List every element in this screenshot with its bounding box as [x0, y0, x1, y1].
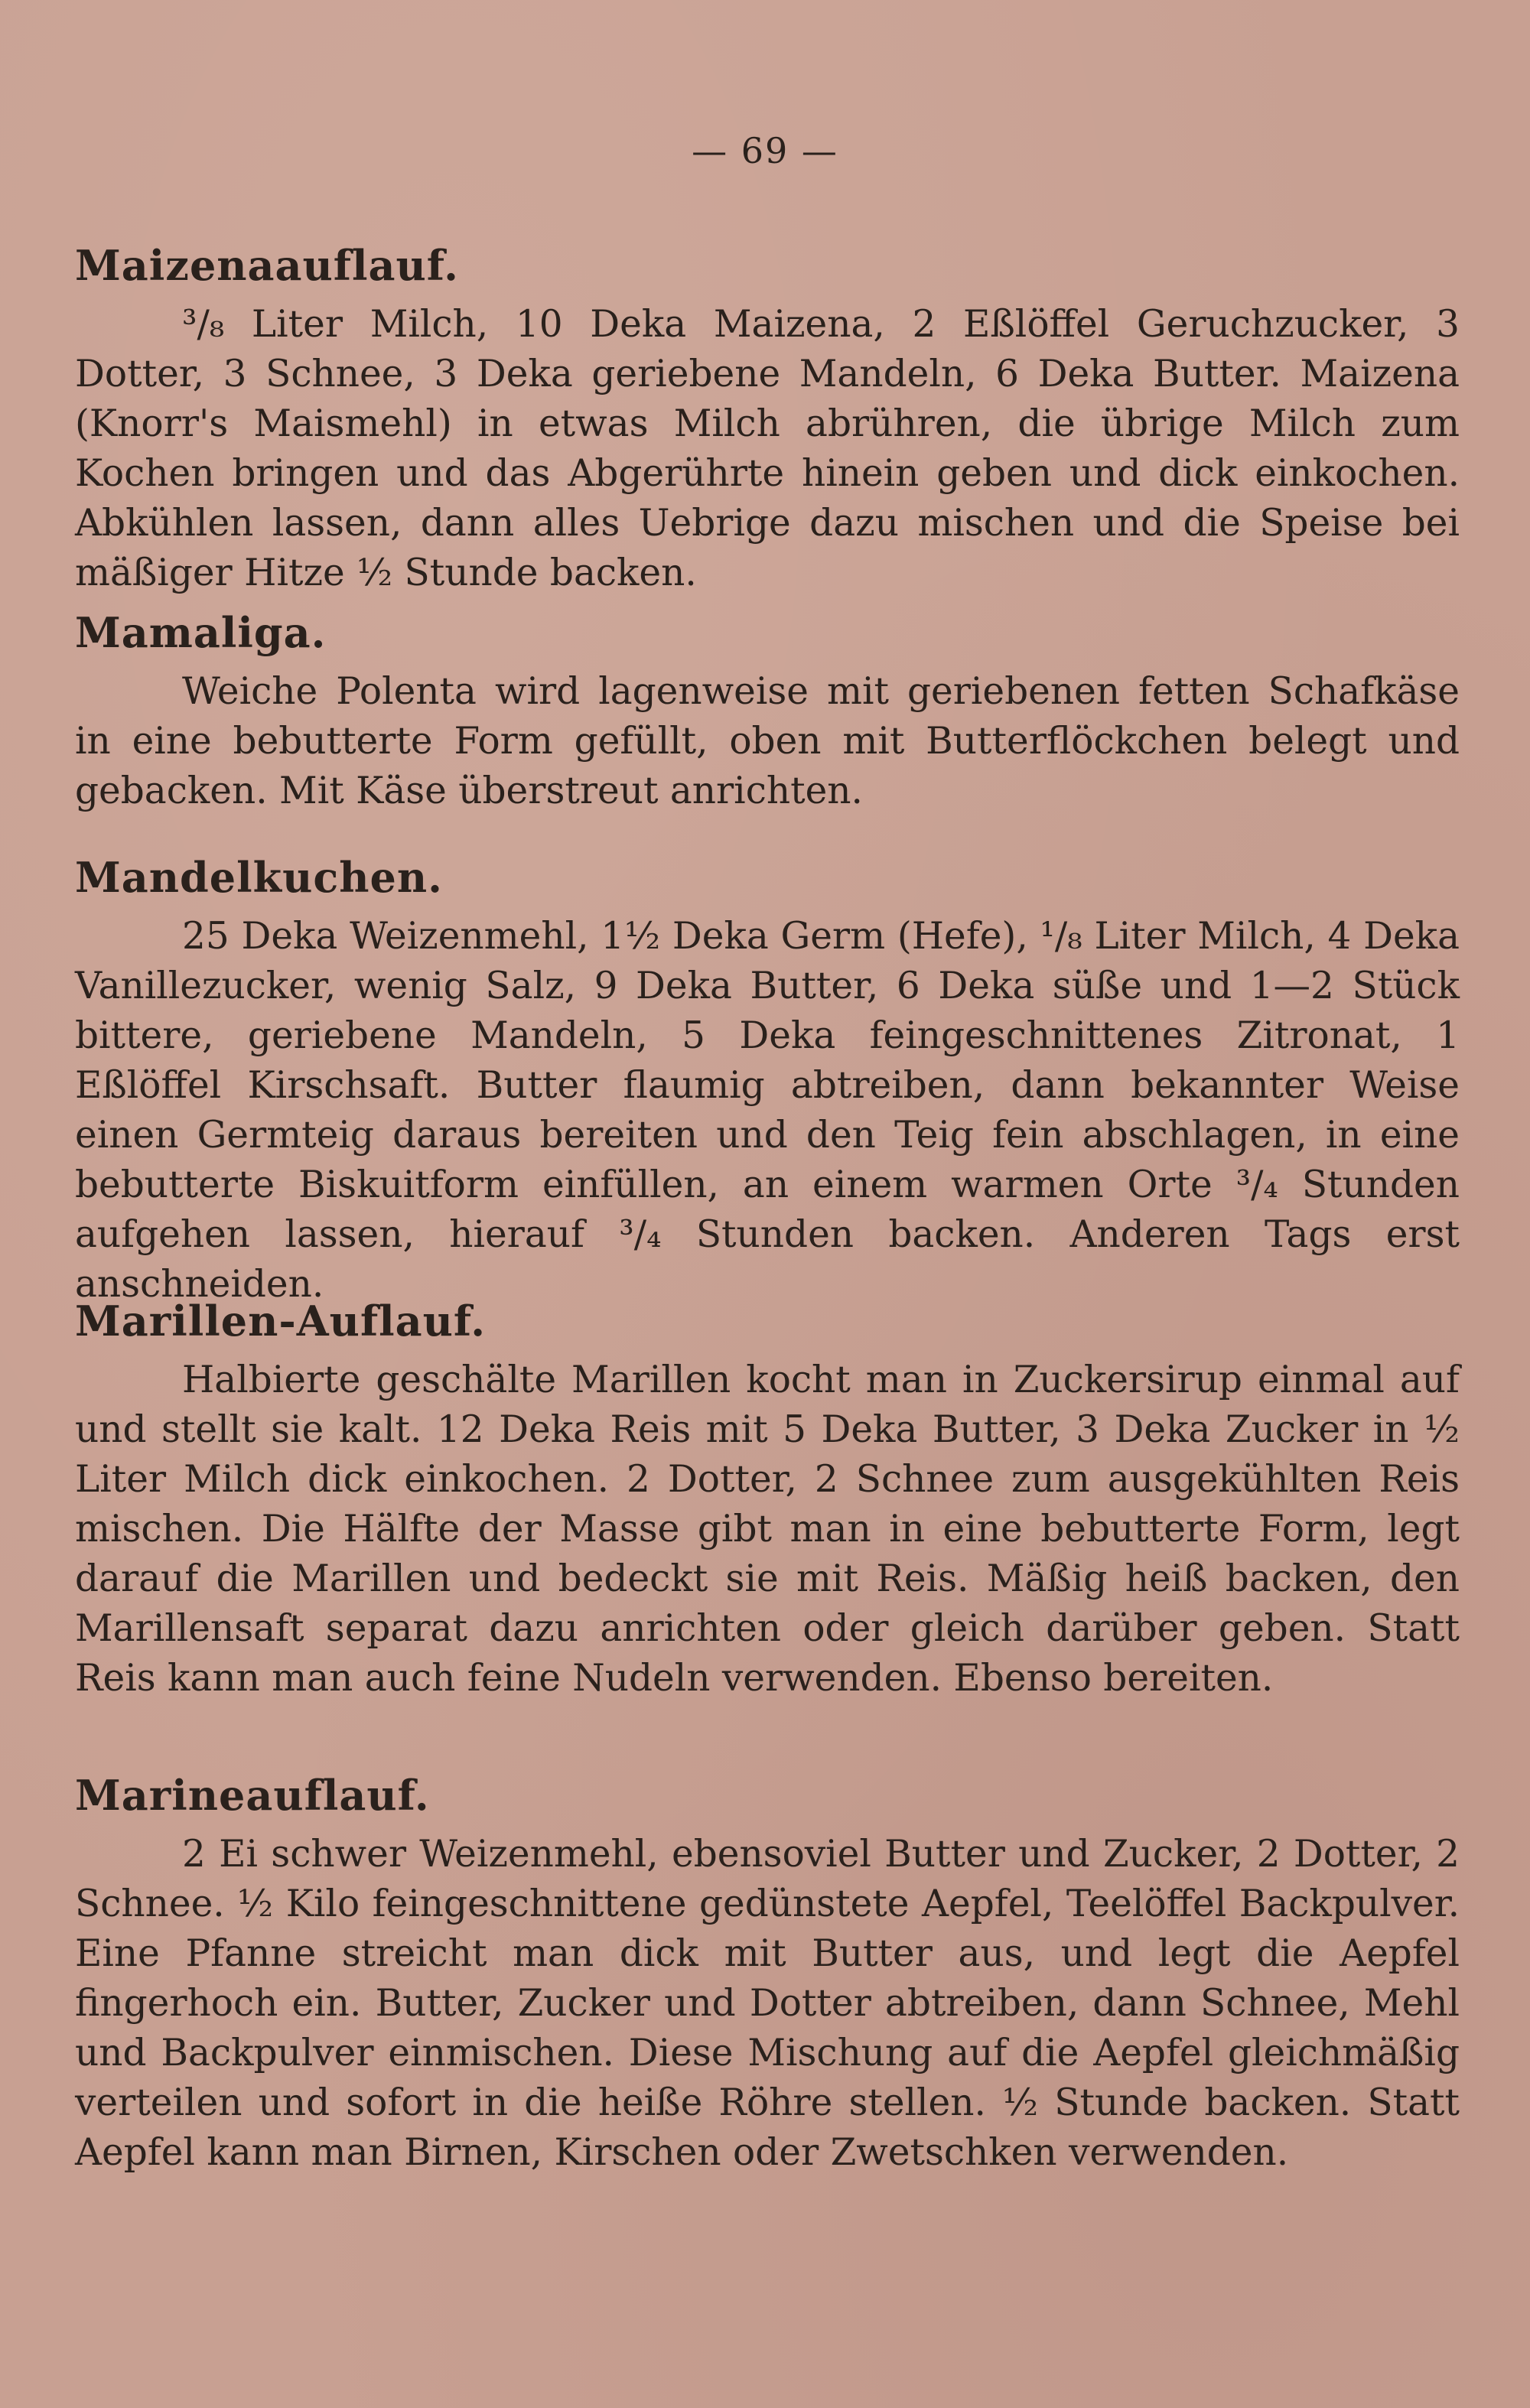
recipe-title: Marillen-Auflauf. — [75, 1297, 487, 1346]
recipe-title: Marineauflauf. — [75, 1771, 430, 1820]
recipe-marineauflauf — [75, 1771, 1460, 2178]
page-number: — 69 — — [692, 130, 838, 171]
recipe-marillen-auflauf — [75, 1297, 1460, 1703]
recipe-body: 2 Ei schwer Weizenmehl, ebensoviel Butter und Zucker, 2 Dotter, 2 Schnee. ½ Kilo feingeschnittene gedünstete Aepfel, Teelöffel Backpulver. Eine Pfanne streicht man dick mit Butter aus, und legt die Aepfel fingerhoch ein. Butter, Zucker und Dotter abtreiben, dann Schnee, Mehl und Backpulver einmischen. Diese Mischung auf die Aepfel gleichmäßig verteilen und sofort in die heiße Röhre stellen. ½ Stunde backen. Statt Aepfel kann man Birnen, Kirschen oder Zwetschken verwenden. — [75, 1833, 1460, 2174]
recipe-body: ³/₈ Liter Milch, 10 Deka Maizena, 2 Eßlöffel Geruchzucker, 3 Dotter, 3 Schnee, 3 Deka geriebene Mandeln, 6 Deka Butter. Maizena (Knorr's Maismehl) in etwas Milch abrühren, die übrige Milch zum Kochen bringen und das Abgerührte hinein geben und dick einkochen. Abkühlen lassen, dann alles Uebrige dazu mischen und die Speise bei mäßiger Hitze ½ Stunde backen. — [75, 303, 1460, 594]
recipe-mandelkuchen — [75, 853, 1460, 1310]
recipe-mamaliga — [75, 608, 1460, 816]
recipe-body: Weiche Polenta wird lagenweise mit geriebenen fetten Schafkäse in eine bebutterte Form gefüllt, oben mit Butterflöckchen belegt und gebacken. Mit Käse überstreut anrichten. — [75, 670, 1460, 812]
recipe-maizenaauflauf — [75, 241, 1460, 598]
recipe-body: Halbierte geschälte Marillen kocht man in Zuckersirup einmal auf und stellt sie kalt. 12 Deka Reis mit 5 Deka Butter, 3 Deka Zucker in ½ Liter Milch dick einkochen. 2 Dotter, 2 Schnee zum ausgekühlten Reis mischen. Die Hälfte der Masse gibt man in eine bebutterte Form, legt darauf die Marillen und bedeckt sie mit Reis. Mäßig heiß backen, den Marillensaft separat dazu anrichten oder gleich darüber geben. Statt Reis kann man auch feine Nudeln verwenden. Ebenso bereiten. — [75, 1359, 1460, 1700]
recipe-title: Mandelkuchen. — [75, 853, 443, 902]
recipe-title: Maizenaauflauf. — [75, 241, 459, 290]
recipe-title: Mamaliga. — [75, 608, 327, 657]
recipe-body: 25 Deka Weizenmehl, 1½ Deka Germ (Hefe), ¹/₈ Liter Milch, 4 Deka Vanillezucker, wenig Salz, 9 Deka Butter, 6 Deka süße und 1—2 Stück bittere, geriebene Mandeln, 5 Deka feingeschnittenes Zitronat, 1 Eßlöffel Kirschsaft. Butter flaumig abtreiben, dann bekannter Weise einen Germteig daraus bereiten und den Teig fein abschlagen, in eine bebutterte Biskuitform einfüllen, an einem warmen Orte ³/₄ Stunden aufgehen lassen, hierauf ³/₄ Stunden backen. Anderen Tags erst anschneiden. — [75, 915, 1460, 1306]
